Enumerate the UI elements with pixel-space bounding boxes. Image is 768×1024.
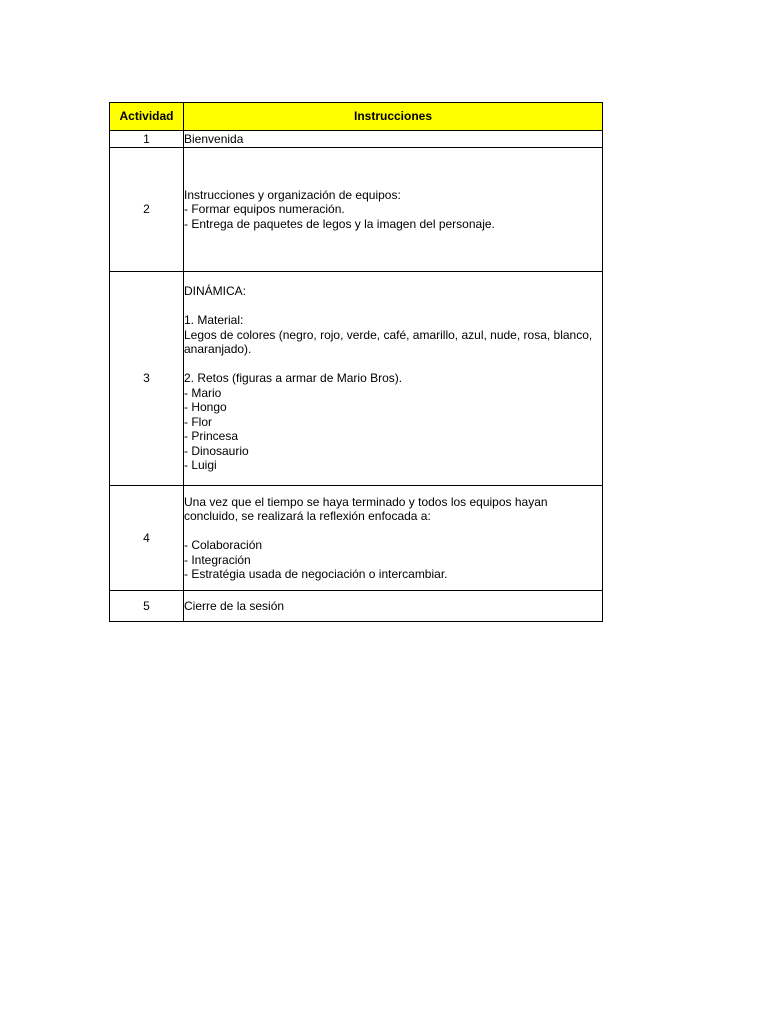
instruction-line: Bienvenida xyxy=(184,131,244,146)
activity-number: 1 xyxy=(110,131,184,148)
instruction-line xyxy=(184,299,602,314)
activity-number: 3 xyxy=(110,272,184,486)
instruction-line xyxy=(184,524,602,539)
instruction-line: - Entrega de paquetes de legos y la imagen del personaje. xyxy=(184,216,495,231)
activity-instructions xyxy=(184,148,603,272)
instruction-line: DINÁMICA: xyxy=(184,284,247,299)
instruction-line: Una vez que el tiempo se haya terminado y todos los equipos hayan concluido, se realizará la reflexión enfocada a: xyxy=(184,494,551,523)
header-activity: Actividad xyxy=(110,103,184,131)
instruction-line: - Flor xyxy=(184,414,212,429)
instruction-line: 1. Material: xyxy=(184,313,244,328)
activity-number: 5 xyxy=(110,591,184,622)
instruction-line: 2. Retos (figuras a armar de Mario Bros). xyxy=(184,371,403,386)
activity-instructions xyxy=(184,131,603,148)
table-row xyxy=(110,131,603,148)
activity-instructions xyxy=(184,591,603,622)
header-instructions: Instrucciones xyxy=(184,103,603,131)
instruction-line: - Princesa xyxy=(184,429,239,444)
activity-instructions xyxy=(184,486,603,591)
table-row xyxy=(110,272,603,486)
activity-number: 4 xyxy=(110,486,184,591)
instruction-line: - Estratégia usada de negociación o intercambiar. xyxy=(184,567,448,581)
table-row xyxy=(110,591,603,622)
table-row xyxy=(110,486,603,591)
instruction-line xyxy=(184,357,602,372)
instruction-line: Legos de colores (negro, rojo, verde, café, amarillo, azul, nude, rosa, blanco, anaranjado). xyxy=(184,327,596,357)
table-header-row xyxy=(110,103,603,131)
table-row xyxy=(110,148,603,272)
activity-number: 2 xyxy=(110,148,184,272)
instruction-line: - Formar equipos numeración. xyxy=(184,202,345,217)
activity-instructions xyxy=(184,272,603,486)
instruction-line: Instrucciones y organización de equipos: xyxy=(184,187,401,202)
instruction-line: Cierre de la sesión xyxy=(184,598,285,613)
instruction-line: - Mario xyxy=(184,385,222,400)
instruction-line: - Dinosaurio xyxy=(184,443,249,458)
activities-table xyxy=(109,102,603,622)
instruction-line: - Hongo xyxy=(184,400,227,415)
instruction-line: - Luigi xyxy=(184,458,217,473)
instruction-line: - Integración xyxy=(184,552,251,567)
instruction-line: - Colaboración xyxy=(184,538,263,552)
